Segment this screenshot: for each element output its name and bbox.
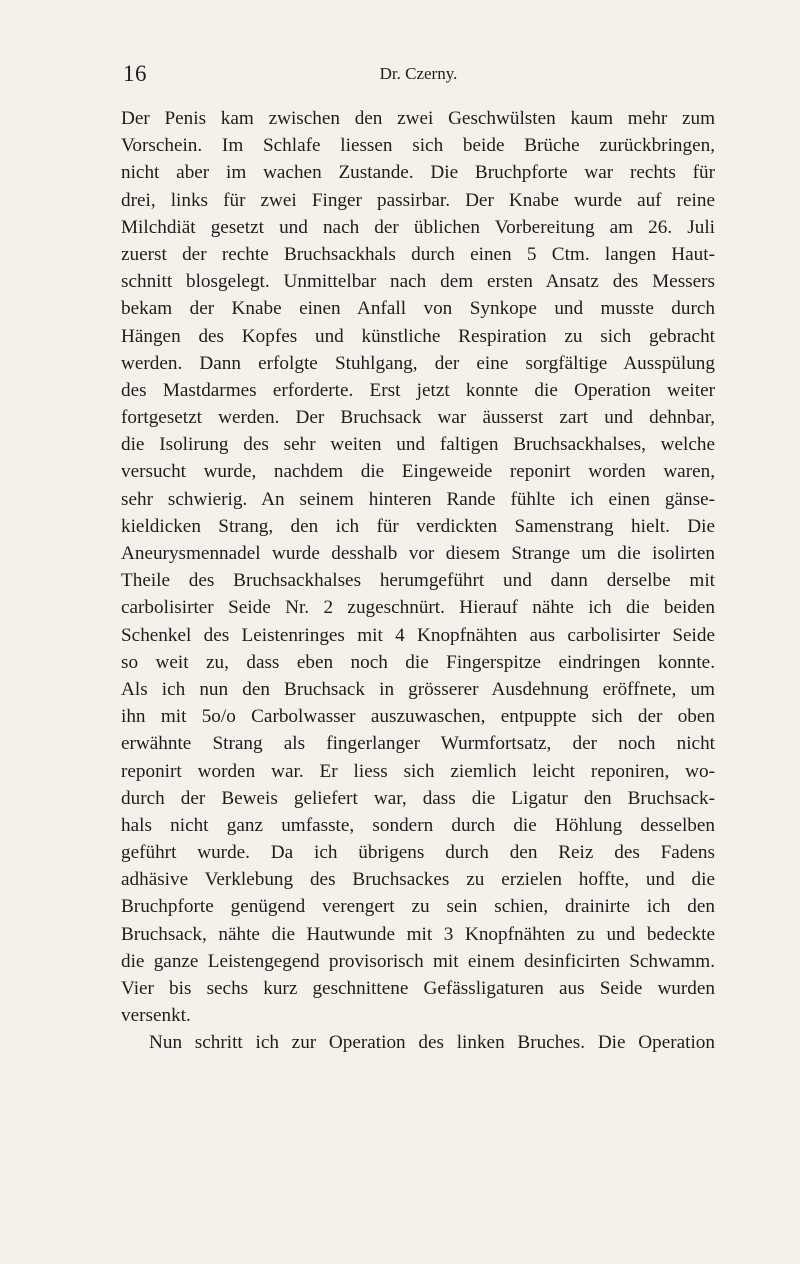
text-line: hals nicht ganz umfasste, sondern durch die Höhlung desselben	[121, 814, 715, 836]
text-line: geführt wurde. Da ich übrigens durch den Reiz des Fadens	[121, 842, 715, 864]
text-line: werden. Dann erfolgte Stuhlgang, der eine sorgfältige Ausspülung	[121, 352, 715, 374]
text-line: die ganze Leistengegend provisorisch mit einem desinficirten Schwamm.	[121, 950, 715, 972]
text-line: Der Penis kam zwischen den zwei Geschwülsten kaum mehr zum	[121, 108, 715, 129]
text-line: Schenkel des Leistenringes mit 4 Knopfnähten aus carbolisirter Seide	[121, 624, 715, 646]
text-line: drei, links für zwei Finger passirbar. Der Knabe wurde auf reine	[121, 189, 715, 211]
text-line: Vier bis sechs kurz geschnittene Gefässligaturen aus Seide wurden	[121, 978, 715, 999]
text-line: sehr schwierig. An seinem hinteren Rande fühlte ich einen gänse-	[121, 488, 715, 510]
text-line: Als ich nun den Bruchsack in grösserer Ausdehnung eröffnete, um	[121, 678, 715, 700]
text-line: erwähnte Strang als fingerlanger Wurmfortsatz, der noch nicht	[121, 733, 715, 755]
text-line: nicht aber im wachen Zustande. Die Bruchpforte war rechts für	[121, 162, 715, 184]
text-line: Hängen des Kopfes und künstliche Respiration zu sich gebracht	[121, 325, 715, 347]
text-line: Bruchsack, nähte die Hautwunde mit 3 Knopfnähten zu und bedeckte	[121, 923, 715, 945]
text-line: versenkt.	[121, 1005, 191, 1027]
text-line: Nun schritt ich zur Operation des linken Bruches. Die Operation	[149, 1032, 715, 1054]
text-line: Theile des Bruchsackhalses herumgeführt und dann derselbe mit	[121, 570, 715, 592]
text-line: bekam der Knabe einen Anfall von Synkope und musste durch	[121, 298, 715, 320]
text-line: adhäsive Verklebung des Bruchsackes zu erzielen hoffte, und die	[121, 869, 715, 891]
text-line: die Isolirung des sehr weiten und faltigen Bruchsackhalses, welche	[121, 434, 715, 456]
text-line: schnitt blosgelegt. Unmittelbar nach dem ersten Ansatz des Messers	[121, 271, 715, 293]
text-line: so weit zu, dass eben noch die Fingerspitze eindringen konnte.	[121, 651, 715, 673]
running-head-author: Dr. Czerny.	[379, 64, 458, 83]
page-number: 16	[123, 61, 147, 86]
text-line: Vorschein. Im Schlafe liessen sich beide Brüche zurückbringen,	[121, 135, 715, 157]
text-line: zuerst der rechte Bruchsackhals durch einen 5 Ctm. langen Haut-	[121, 243, 715, 265]
text-line: Milchdiät gesetzt und nach der üblichen Vorbereitung am 26. Juli	[121, 216, 715, 238]
text-line: reponirt worden war. Er liess sich ziemlich leicht reponiren, wo-	[121, 760, 715, 782]
paragraph-1	[121, 105, 715, 1029]
text-line: Aneurysmennadel wurde desshalb vor diesem Strange um die isolirten	[121, 543, 715, 564]
body-text	[121, 105, 715, 1057]
text-line: kieldicken Strang, den ich für verdickten Samenstrang hielt. Die	[121, 515, 715, 537]
text-line: durch der Beweis geliefert war, dass die Ligatur den Bruchsack-	[121, 787, 715, 809]
text-line: Bruchpforte genügend verengert zu sein schien, drainirte ich den	[121, 896, 715, 918]
text-line: ihn mit 5o/o Carbolwasser auszuwaschen, entpuppte sich der oben	[121, 706, 715, 728]
text-line: versucht wurde, nachdem die Eingeweide reponirt worden waren,	[121, 461, 715, 483]
text-line: carbolisirter Seide Nr. 2 zugeschnürt. Hierauf nähte ich die beiden	[121, 597, 715, 619]
text-line: fortgesetzt werden. Der Bruchsack war äusserst zart und dehnbar,	[121, 407, 715, 429]
running-head	[123, 60, 714, 90]
paragraph-2	[121, 1029, 715, 1056]
text-line: des Mastdarmes erforderte. Erst jetzt konnte die Operation weiter	[121, 379, 715, 401]
